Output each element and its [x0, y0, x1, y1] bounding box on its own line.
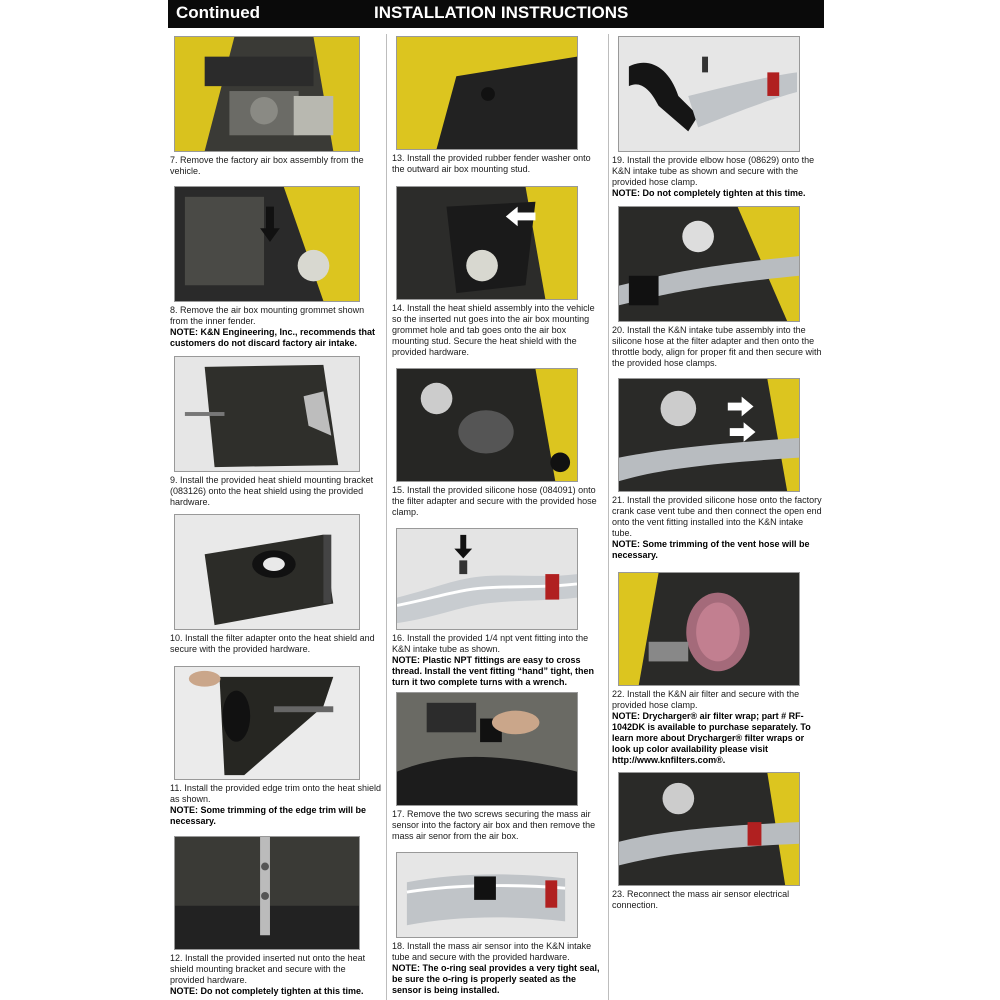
step-10-caption: 10. Install the filter adapter onto the heat shield and secure with the provided hardware. [170, 633, 375, 654]
step-18-note: NOTE: The o-ring seal provides a very tight seal, be sure the o-ring is properly seated as the sensor is being installed. [392, 963, 600, 995]
step-12-caption: 12. Install the provided inserted nut onto the heat shield mounting bracket and secure with the provided hardware. [170, 953, 366, 985]
step-22-caption: 22. Install the K&N air filter and secure with the provided hose clamp. [612, 689, 800, 710]
step-7-photo [174, 36, 360, 152]
step-19-photo [618, 36, 800, 152]
step-9-caption: 9. Install the provided heat shield mounting bracket (083126) onto the heat shield using the provided hardware. [170, 475, 374, 507]
step-19 [612, 36, 824, 199]
step-18 [392, 852, 604, 996]
step-21-photo [618, 378, 800, 492]
header-bar [168, 0, 824, 28]
step-13 [392, 36, 604, 175]
step-9-photo [174, 356, 360, 472]
step-8-note: NOTE: K&N Engineering, Inc., recommends that customers do not discard factory air intake. [170, 327, 376, 348]
step-16-caption: 16. Install the provided 1/4 npt vent fitting into the K&N intake tube as shown. [392, 633, 589, 654]
step-8-photo [174, 186, 360, 302]
step-17-photo [396, 692, 578, 806]
step-16-note: NOTE: Plastic NPT fittings are easy to cross thread. Install the vent fitting “hand” tight, then turn it two complete turns with a wrench. [392, 655, 594, 687]
step-10-photo [174, 514, 360, 630]
step-11-photo [174, 666, 360, 780]
page-title: INSTALLATION INSTRUCTIONS [374, 3, 629, 22]
column-divider-right [608, 34, 609, 1000]
step-7-caption: 7. Remove the factory air box assembly from the vehicle. [170, 155, 364, 176]
column-divider-left [386, 34, 387, 1000]
step-20 [612, 206, 824, 369]
step-10 [170, 514, 382, 655]
step-22-note: NOTE: Drycharger® air filter wrap; part # RF-1042DK is available to purchase separately. To learn more about Drycharger® filter wraps or look up color availability please visit http://www.knfilters.com®. [612, 711, 811, 765]
step-22-photo [618, 572, 800, 686]
step-15 [392, 368, 604, 518]
step-22 [612, 572, 824, 766]
step-8-caption: 8. Remove the air box mounting grommet shown from the inner fender. [170, 305, 365, 326]
step-9 [170, 356, 382, 508]
step-12 [170, 836, 382, 997]
step-18-caption: 18. Install the mass air sensor into the K&N intake tube and secure with the provided hardware. [392, 941, 592, 962]
step-21-caption: 21. Install the provided silicone hose onto the factory crank case vent tube and then connect the open end onto the vent fitting installed into the K&N intake tube. [612, 495, 822, 538]
step-19-note: NOTE: Do not completely tighten at this time. [612, 188, 806, 198]
step-7 [170, 36, 382, 177]
step-15-caption: 15. Install the provided silicone hose (084091) onto the filter adapter and secure with the provided hose clamp. [392, 485, 597, 517]
step-15-photo [396, 368, 578, 482]
step-18-photo [396, 852, 578, 938]
step-17-caption: 17. Remove the two screws securing the mass air sensor into the factory air box and then remove the mass air senor from the air box. [392, 809, 596, 841]
step-19-caption: 19. Install the provide elbow hose (08629) onto the K&N intake tube as shown and secure with the provided hose clamp. [612, 155, 815, 187]
step-23-caption: 23. Reconnect the mass air sensor electrical connection. [612, 889, 790, 910]
step-11-note: NOTE: Some trimming of the edge trim will be necessary. [170, 805, 367, 826]
step-20-caption: 20. Install the K&N intake tube assembly into the silicone hose at the filter adapter and then onto the throttle body, align for proper fit and then secure with the provided hose clamps. [612, 325, 822, 368]
step-11 [170, 666, 382, 827]
step-17 [392, 692, 604, 842]
step-12-photo [174, 836, 360, 950]
step-13-caption: 13. Install the provided rubber fender washer onto the outward air box mounting stud. [392, 153, 591, 174]
step-20-photo [618, 206, 800, 322]
step-14 [392, 186, 604, 358]
step-16-photo [396, 528, 578, 630]
step-23-photo [618, 772, 800, 886]
step-14-caption: 14. Install the heat shield assembly into the vehicle so the inserted nut goes into the air box mounting grommet hole and tab goes onto the air box mounting stud. Secure the heat shield with the provided hardware. [392, 303, 595, 357]
step-16 [392, 528, 604, 688]
step-8 [170, 186, 382, 349]
step-21 [612, 378, 824, 561]
step-11-caption: 11. Install the provided edge trim onto the heat shield as shown. [170, 783, 381, 804]
step-13-photo [396, 36, 578, 150]
step-12-note: NOTE: Do not completely tighten at this time. [170, 986, 364, 996]
step-23 [612, 772, 824, 911]
step-21-note: NOTE: Some trimming of the vent hose will be necessary. [612, 539, 810, 560]
step-14-photo [396, 186, 578, 300]
continued-label: Continued [176, 3, 261, 22]
